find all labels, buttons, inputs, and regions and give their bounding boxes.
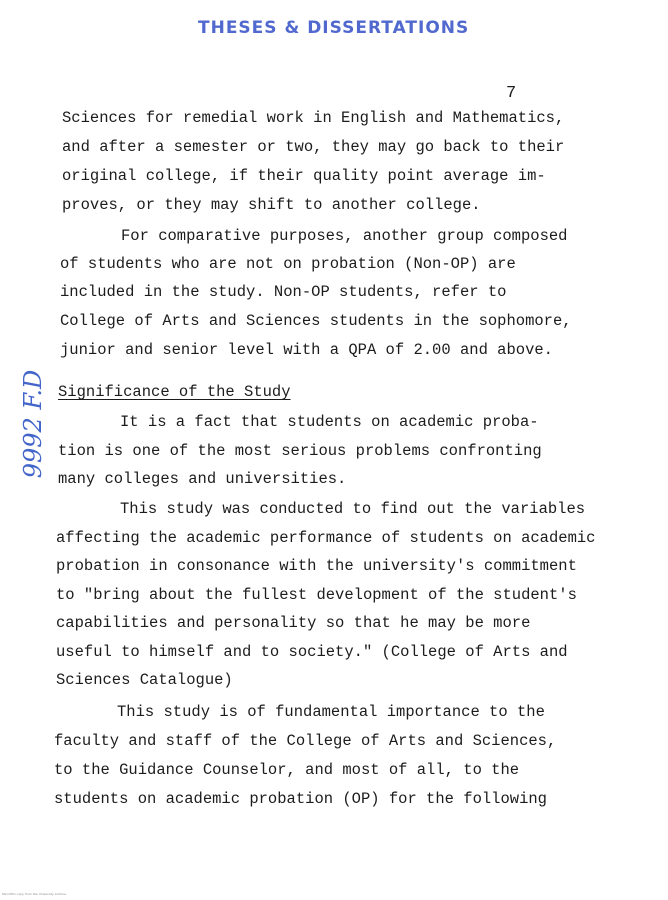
microfilm-footer-note: Microfilm copy from the University Archive bbox=[2, 892, 66, 896]
text-line: capabilities and personality so that he may be more bbox=[56, 614, 531, 632]
text-line: For comparative purposes, another group composed bbox=[121, 227, 568, 245]
text-line: of students who are not on probation (Non-OP) are bbox=[60, 255, 516, 273]
text-line: included in the study. Non-OP students, refer to bbox=[60, 283, 507, 301]
text-line: affecting the academic performance of students on academic bbox=[56, 529, 596, 547]
text-line: tion is one of the most serious problems confronting bbox=[58, 442, 542, 460]
text-line: faculty and staff of the College of Arts and Sciences, bbox=[54, 732, 557, 750]
text-line: Sciences for remedial work in English and Mathematics, bbox=[62, 109, 565, 127]
text-line: original college, if their quality point average im- bbox=[62, 167, 546, 185]
text-line: to the Guidance Counselor, and most of all, to the bbox=[54, 761, 520, 779]
handwritten-side-mark: 9992 F.D bbox=[19, 369, 47, 479]
text-line: It is a fact that students on academic proba- bbox=[120, 413, 539, 431]
text-line: College of Arts and Sciences students in the sophomore, bbox=[60, 312, 572, 330]
text-line: proves, or they may shift to another college. bbox=[62, 196, 481, 214]
text-line: many colleges and universities. bbox=[58, 470, 347, 488]
text-line: junior and senior level with a QPA of 2.00 and above. bbox=[60, 341, 553, 359]
section-heading: Significance of the Study bbox=[58, 383, 291, 401]
page-number: 7 bbox=[506, 84, 517, 103]
text-line: Sciences Catalogue) bbox=[56, 671, 233, 689]
text-line: useful to himself and to society." (College of Arts and bbox=[56, 643, 568, 661]
text-line: This study is of fundamental importance to the bbox=[117, 703, 545, 721]
text-line: to "bring about the fullest development of the student's bbox=[56, 586, 577, 604]
text-line: probation in consonance with the university's commitment bbox=[56, 557, 577, 575]
text-line: This study was conducted to find out the variables bbox=[120, 500, 586, 518]
text-line: and after a semester or two, they may go back to their bbox=[62, 138, 565, 156]
theses-dissertations-stamp: THESES & DISSERTATIONS bbox=[198, 18, 470, 38]
text-line: students on academic probation (OP) for the following bbox=[54, 790, 547, 808]
